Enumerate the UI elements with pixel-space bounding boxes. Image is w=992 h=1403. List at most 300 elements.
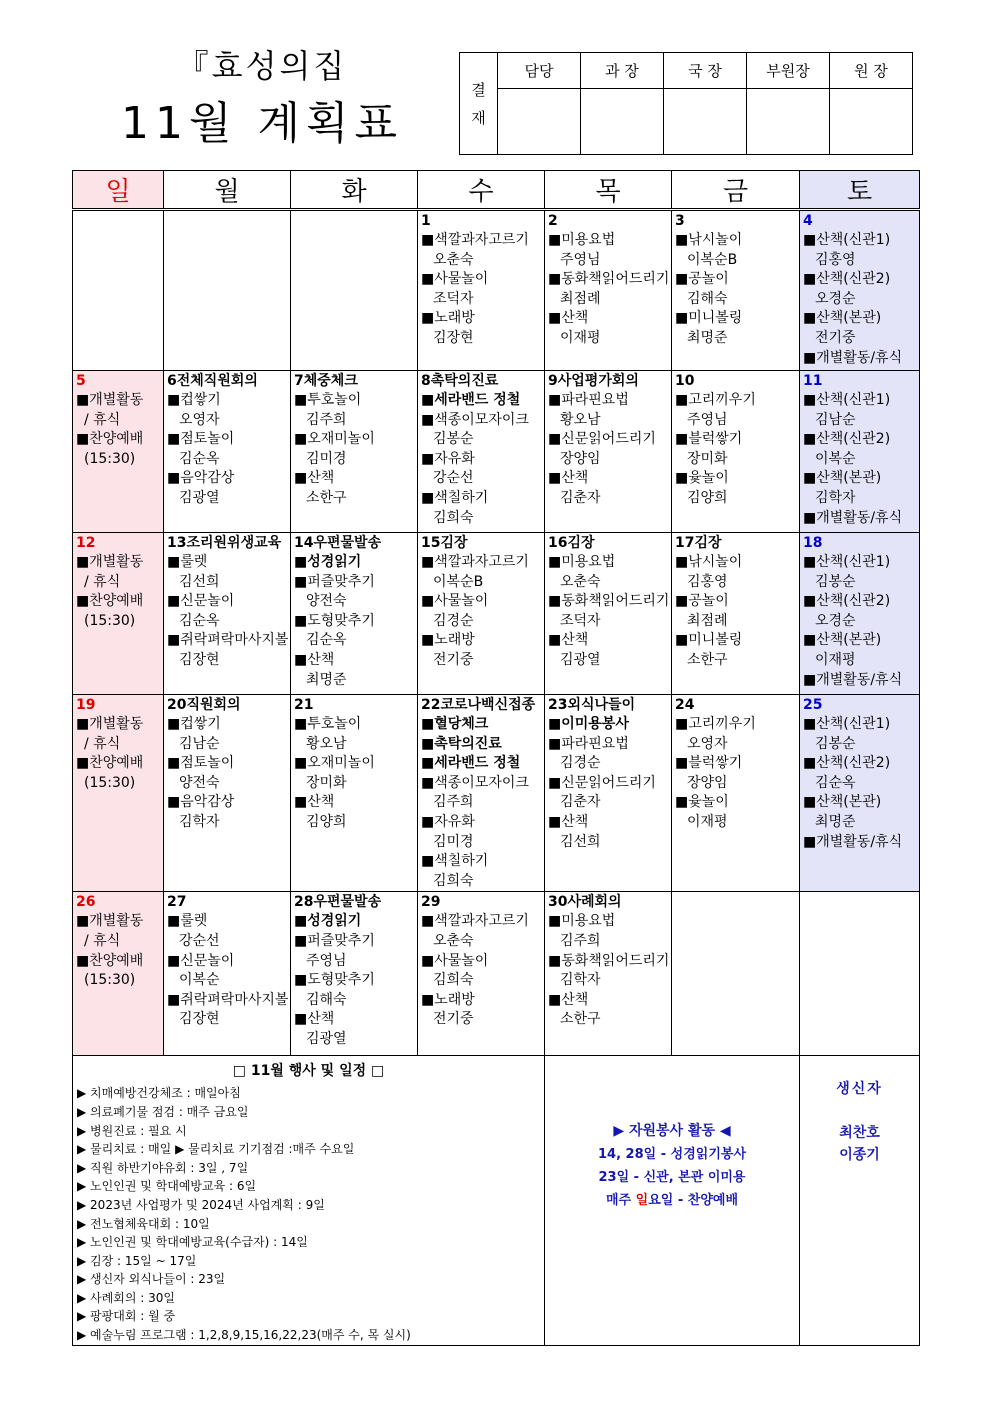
activity-item: ■색깔과자고르기 xyxy=(421,232,529,248)
calendar-day-cell-wed[interactable] xyxy=(418,533,545,695)
activity-staff: 김봉순 xyxy=(815,735,856,752)
day-number xyxy=(167,696,288,715)
day-number xyxy=(675,212,797,231)
day-number xyxy=(294,372,415,391)
event-list-item: ▶ 노인인권 및 학대예방교육(수급자) : 14일 xyxy=(77,1235,308,1250)
activity-staff: 황오남 xyxy=(306,735,347,752)
activity-staff: 오춘숙 xyxy=(433,251,474,268)
calendar-day-cell-tue[interactable] xyxy=(291,533,418,695)
activity-item: ■미니볼링 xyxy=(675,632,743,649)
volunteer-line-sunday: 일 xyxy=(635,1193,649,1209)
activity-staff: 김선희 xyxy=(179,573,220,590)
calendar-day-cell-fri[interactable] xyxy=(672,533,800,695)
day-event: 김장 xyxy=(694,535,722,551)
approval-sign-cell[interactable] xyxy=(498,89,581,155)
calendar-day-cell-sat[interactable] xyxy=(800,695,920,892)
calendar-day-cell-sun[interactable] xyxy=(73,533,164,695)
volunteer-cell xyxy=(545,1056,800,1346)
activity-staff: 김학자 xyxy=(815,489,856,506)
activity-staff: 김순옥 xyxy=(179,450,220,467)
activity-item: ■찬양예배 xyxy=(76,755,144,772)
activity-item: ■산책 xyxy=(294,794,335,811)
day-number-value: 24 xyxy=(675,697,695,713)
calendar-day-cell-wed[interactable] xyxy=(418,210,545,371)
calendar-day-cell-mon[interactable] xyxy=(164,533,291,695)
volunteer-line: 23일 - 신관, 본관 이미용 xyxy=(598,1170,746,1186)
activity-staff: (15:30) xyxy=(84,450,136,467)
activity-item: ■윷놀이 xyxy=(675,470,729,487)
day-number xyxy=(421,893,542,912)
day-number xyxy=(421,534,542,553)
approval-sign-cell[interactable] xyxy=(747,89,830,155)
activity-staff: 주영님 xyxy=(306,952,347,969)
calendar-day-cell-sat[interactable] xyxy=(800,892,920,1056)
activity-item: ■세라밴드 정철 xyxy=(421,392,521,408)
day-event: 체중체크 xyxy=(303,373,358,389)
day-number-value: 20 xyxy=(167,697,187,713)
approval-sign-cell[interactable] xyxy=(581,89,664,155)
activity-item: ■산책(신관1) xyxy=(803,232,891,248)
activity-staff: 김희숙 xyxy=(433,972,474,989)
calendar-day-cell-sun[interactable] xyxy=(73,892,164,1056)
calendar-day-cell-sun[interactable] xyxy=(73,210,164,371)
activity-staff: 김봉순 xyxy=(815,573,856,590)
calendar-week-row xyxy=(73,371,920,533)
day-event: 사업평가회의 xyxy=(557,373,639,389)
activity-item: ■도형맞추기 xyxy=(294,972,375,989)
day-number xyxy=(548,696,669,715)
activity-staff: 김해숙 xyxy=(306,991,347,1008)
day-event: 우편물발송 xyxy=(313,535,382,551)
calendar-day-cell-mon[interactable] xyxy=(164,892,291,1056)
weekday-header-mon: 월 xyxy=(164,171,291,210)
activity-item: ■개별활동 xyxy=(76,392,144,408)
activity-staff: 오춘숙 xyxy=(560,573,601,590)
activity-staff: 전기중 xyxy=(433,1011,474,1028)
activity-staff: 전기중 xyxy=(815,329,856,346)
day-number xyxy=(548,212,669,231)
activity-staff: 황오남 xyxy=(560,411,601,428)
calendar-day-cell-sat[interactable] xyxy=(800,533,920,695)
activity-item: ■산책(신관2) xyxy=(803,593,891,610)
weekday-header-thu: 목 xyxy=(545,171,672,210)
activity-staff: 김주희 xyxy=(433,794,474,811)
activity-item: ■색칠하기 xyxy=(421,489,489,506)
day-number xyxy=(76,696,161,715)
calendar-day-cell-mon[interactable] xyxy=(164,695,291,892)
activity-item: ■산책(신관1) xyxy=(803,392,891,408)
day-number xyxy=(421,212,542,231)
calendar-day-cell-wed[interactable] xyxy=(418,371,545,533)
calendar-day-cell-fri[interactable] xyxy=(672,210,800,371)
birthday-section xyxy=(800,1056,919,1166)
day-number xyxy=(76,893,161,912)
activity-staff: 김순옥 xyxy=(306,632,347,649)
calendar-day-cell-wed[interactable] xyxy=(418,892,545,1056)
activity-item: ■개별활동 xyxy=(76,554,144,570)
activity-staff: 소한구 xyxy=(687,651,728,668)
activity-item: ■고리끼우기 xyxy=(675,716,756,732)
activity-item: ■컵쌓기 xyxy=(167,716,221,732)
weekday-header-sat: 토 xyxy=(800,171,920,210)
day-number-value: 11 xyxy=(803,373,823,389)
calendar-day-cell-tue[interactable] xyxy=(291,210,418,371)
activity-item: ■산책 xyxy=(294,470,335,487)
day-event: 외식나들이 xyxy=(567,697,636,713)
day-number xyxy=(167,372,288,391)
activity-item: ■색깔과자고르기 xyxy=(421,554,529,570)
activity-item: ■도형맞추기 xyxy=(294,612,375,629)
activity-item: ■개별활동/휴식 xyxy=(803,671,903,688)
activity-item: ■이미용봉사 xyxy=(548,716,629,732)
day-number xyxy=(548,534,669,553)
calendar-day-cell-thu[interactable] xyxy=(545,695,672,892)
day-event: 전체직원회의 xyxy=(176,373,258,389)
activity-item: ■점토놀이 xyxy=(167,755,235,772)
day-number xyxy=(294,893,415,912)
calendar-day-cell-thu[interactable] xyxy=(545,892,672,1056)
day-number-value: 26 xyxy=(76,894,96,911)
activity-staff: 김홍영 xyxy=(815,251,856,268)
activity-staff: 김미경 xyxy=(306,450,347,467)
day-number-value: 28 xyxy=(294,894,314,911)
activity-item: ■동화책읽어드리기 xyxy=(548,271,670,288)
activity-item: ■촉탁의진료 xyxy=(421,735,502,752)
activity-item: ■산책(본관) xyxy=(803,310,882,327)
event-list-item: ▶ 사례회의 : 30일 xyxy=(77,1290,175,1305)
calendar-day-cell-sun[interactable] xyxy=(73,695,164,892)
calendar-day-cell-mon[interactable] xyxy=(164,210,291,371)
activity-item: ■개별활동 xyxy=(76,716,144,732)
activity-staff: 이재평 xyxy=(560,329,601,346)
day-number-value: 3 xyxy=(675,213,685,229)
activity-item: ■산책(본관) xyxy=(803,794,882,811)
activity-item: ■파라핀요법 xyxy=(548,735,629,752)
activity-staff: 김장현 xyxy=(433,329,474,346)
approval-role-staff: 담당 xyxy=(498,53,581,89)
day-number xyxy=(167,534,288,553)
day-number xyxy=(76,372,161,391)
weekday-header-fri: 금 xyxy=(672,171,800,210)
activity-item: ■자유화 xyxy=(421,450,475,467)
activity-item: ■성경읽기 xyxy=(294,554,362,570)
activity-staff: (15:30) xyxy=(84,774,136,791)
activity-item: ■신문읽어드리기 xyxy=(548,774,656,791)
activity-item: ■투호놀이 xyxy=(294,392,362,408)
activity-staff: 김희숙 xyxy=(433,509,474,526)
day-number xyxy=(548,893,669,912)
calendar-day-cell-wed[interactable] xyxy=(418,695,545,892)
day-number-value: 21 xyxy=(294,697,314,713)
day-number-value: 7 xyxy=(294,373,304,389)
activity-item: ■점토놀이 xyxy=(167,431,235,448)
activity-item: ■동화책읽어드리기 xyxy=(548,952,670,969)
activity-item: ■찬양예배 xyxy=(76,431,144,448)
monthly-calendar xyxy=(72,170,920,1346)
volunteer-line: 14, 28일 - 성경읽기봉사 xyxy=(598,1147,746,1163)
day-number-value: 8 xyxy=(421,373,431,389)
activity-item: ■산책 xyxy=(294,1011,335,1028)
day-number xyxy=(803,212,917,231)
activity-item: ■세라밴드 정철 xyxy=(421,755,521,772)
activity-item: ■낚시놀이 xyxy=(675,232,743,248)
day-number-value: 16 xyxy=(548,535,568,551)
day-number xyxy=(675,372,797,391)
activity-item: ■투호놀이 xyxy=(294,716,362,732)
activity-item: ■윷놀이 xyxy=(675,794,729,811)
activity-staff: 이복순 xyxy=(815,450,856,467)
day-number-value: 27 xyxy=(167,894,187,911)
day-number-value: 6 xyxy=(167,373,177,389)
activity-staff: 장미화 xyxy=(687,450,728,467)
calendar-day-cell-thu[interactable] xyxy=(545,371,672,533)
activity-staff: 소한구 xyxy=(306,489,347,506)
activity-staff: 김해숙 xyxy=(687,290,728,307)
day-number xyxy=(294,696,415,715)
volunteer-line-prefix: 매주 xyxy=(605,1193,636,1209)
activity-item: ■오재미놀이 xyxy=(294,755,375,772)
activity-item: ■개별활동/휴식 xyxy=(803,349,903,366)
activity-item: ■성경읽기 xyxy=(294,913,362,930)
activity-item: ■퍼즐맞추기 xyxy=(294,932,375,949)
volunteer-line xyxy=(545,1189,799,1212)
activity-staff: 주영님 xyxy=(560,251,601,268)
activity-item: ■산책(신관1) xyxy=(803,716,891,732)
event-list-item: ▶ 김장 : 15일 ~ 17일 xyxy=(77,1253,197,1268)
calendar-week-row xyxy=(73,533,920,695)
volunteer-title: ▶ 자원봉사 활동 ◀ xyxy=(613,1123,731,1140)
activity-staff: / 휴식 xyxy=(84,932,121,949)
day-number-value: 17 xyxy=(675,535,695,551)
calendar-day-cell-mon[interactable] xyxy=(164,371,291,533)
activity-item: ■산책 xyxy=(548,632,589,649)
day-number xyxy=(803,534,917,553)
activity-staff: 김주희 xyxy=(560,932,601,949)
activity-item: ■미용요법 xyxy=(548,913,616,930)
title-line-2: 11월 계획표 xyxy=(121,98,403,149)
activity-item: ■고리끼우기 xyxy=(675,392,756,408)
day-number-value: 5 xyxy=(76,373,86,389)
activity-staff: 강순선 xyxy=(433,470,474,487)
calendar-day-cell-sat[interactable] xyxy=(800,210,920,371)
activity-item: ■사물놀이 xyxy=(421,952,489,969)
day-number-value: 22 xyxy=(421,697,441,713)
activity-staff: 장양임 xyxy=(687,774,728,791)
calendar-day-cell-thu[interactable] xyxy=(545,210,672,371)
calendar-day-cell-tue[interactable] xyxy=(291,892,418,1056)
activity-staff: 장양임 xyxy=(560,450,601,467)
activity-staff: 김양희 xyxy=(687,489,728,506)
day-number-value: 2 xyxy=(548,213,558,229)
birthday-title: 생신자 xyxy=(836,1081,883,1098)
activity-staff: 김광열 xyxy=(179,489,220,506)
activity-staff: 오경순 xyxy=(815,612,856,629)
day-number-value: 4 xyxy=(803,213,813,229)
event-list-item: ▶ 전노협체육대회 : 10일 xyxy=(77,1216,210,1231)
event-list-item: ▶ 노인인권 및 학대예방교육 : 6일 xyxy=(77,1179,257,1194)
activity-staff: 김양희 xyxy=(306,813,347,830)
activity-staff: 최명준 xyxy=(306,671,347,688)
activity-staff: / 휴식 xyxy=(84,411,121,428)
activity-staff: 김주희 xyxy=(306,411,347,428)
event-list-item: ▶ 의료폐기물 점검 : 매주 금요일 xyxy=(77,1104,249,1119)
approval-role-director: 국 장 xyxy=(664,53,747,89)
activity-item: ■룰렛 xyxy=(167,554,208,570)
activity-item: ■미용요법 xyxy=(548,232,616,248)
activity-item: ■낚시놀이 xyxy=(675,554,743,570)
activity-staff: 이복순B xyxy=(687,251,738,268)
activity-staff: (15:30) xyxy=(84,972,136,989)
day-number xyxy=(675,534,797,553)
weekday-header-tue: 화 xyxy=(291,171,418,210)
day-number-value: 25 xyxy=(803,697,823,713)
day-number-value: 30 xyxy=(548,894,568,911)
approval-role-section-chief: 과 장 xyxy=(581,53,664,89)
calendar-day-cell-tue[interactable] xyxy=(291,371,418,533)
event-list-item: ▶ 팡팡대회 : 월 중 xyxy=(77,1309,176,1324)
activity-staff: 김남순 xyxy=(179,735,220,752)
document-title xyxy=(82,40,442,156)
day-event: 코로나백신접종 xyxy=(440,697,536,713)
activity-staff: (15:30) xyxy=(84,612,136,629)
activity-staff: 김춘자 xyxy=(560,489,601,506)
event-list-item: ▶ 병원진료 : 필요 시 xyxy=(77,1123,187,1138)
activity-staff: 김장현 xyxy=(179,651,220,668)
activity-staff: 최명준 xyxy=(815,813,856,830)
activity-item: ■색종이모자이크 xyxy=(421,774,529,791)
activity-staff: 김순옥 xyxy=(179,612,220,629)
activity-staff: / 휴식 xyxy=(84,735,121,752)
day-event: 김장 xyxy=(440,535,468,551)
activity-staff: 양전숙 xyxy=(179,774,220,791)
volunteer-section xyxy=(545,1056,799,1212)
activity-item: ■개별활동/휴식 xyxy=(803,833,903,850)
activity-item: ■쥐락펴락마사지볼 xyxy=(167,632,289,649)
activity-item: ■오재미놀이 xyxy=(294,431,375,448)
approval-sign-cell[interactable] xyxy=(664,89,747,155)
activity-item: ■찬양예배 xyxy=(76,952,144,969)
activity-item: ■동화책읽어드리기 xyxy=(548,593,670,610)
activity-item: ■산책(본관) xyxy=(803,470,882,487)
activity-staff: 김경순 xyxy=(433,612,474,629)
activity-staff: 오경순 xyxy=(815,290,856,307)
activity-staff: / 휴식 xyxy=(84,573,121,590)
event-list-item: ▶ 치매예방건강체조 : 매일아침 xyxy=(77,1086,241,1101)
title-line-1: 『효성의집 xyxy=(176,47,348,85)
activity-item: ■파라핀요법 xyxy=(548,392,629,408)
activity-item: ■색칠하기 xyxy=(421,853,489,870)
event-list-item: ▶ 2023년 사업평가 및 2024년 사업계획 : 9일 xyxy=(77,1197,325,1212)
day-number-value: 15 xyxy=(421,535,441,551)
day-number xyxy=(803,372,917,391)
activity-staff: 김학자 xyxy=(560,972,601,989)
activity-staff: 김학자 xyxy=(179,813,220,830)
calendar-day-cell-sun[interactable] xyxy=(73,371,164,533)
activity-item: ■혈당체크 xyxy=(421,716,489,732)
activity-item: ■산책(신관1) xyxy=(803,554,891,570)
day-number-value: 13 xyxy=(167,535,187,551)
activity-item: ■음악감상 xyxy=(167,794,235,811)
activity-staff: 김광열 xyxy=(306,1030,347,1047)
event-list-item: ▶ 물리치료 : 매일 ▶ 물리치료 기기점검 :매주 수요일 xyxy=(77,1142,355,1157)
day-number-value: 10 xyxy=(675,373,695,389)
event-list-item: ▶ 직원 하반기야유회 : 3일 , 7일 xyxy=(77,1160,249,1175)
day-number-value: 14 xyxy=(294,535,314,551)
day-event: 우편물발송 xyxy=(313,894,382,911)
calendar-day-cell-fri[interactable] xyxy=(672,695,800,892)
calendar-day-cell-tue[interactable] xyxy=(291,695,418,892)
activity-staff: 오영자 xyxy=(687,735,728,752)
activity-item: ■블럭쌓기 xyxy=(675,755,743,772)
approval-sign-cell[interactable] xyxy=(830,89,913,155)
calendar-day-cell-sat[interactable] xyxy=(800,371,920,533)
activity-item: ■자유화 xyxy=(421,813,475,830)
calendar-day-cell-fri[interactable] xyxy=(672,892,800,1056)
day-number xyxy=(421,696,542,715)
activity-staff: 장미화 xyxy=(306,774,347,791)
activity-item: ■퍼즐맞추기 xyxy=(294,573,375,590)
day-number xyxy=(675,696,797,715)
approval-role-head: 원 장 xyxy=(830,53,913,89)
activity-item: ■룰렛 xyxy=(167,913,208,930)
activity-item: ■사물놀이 xyxy=(421,593,489,610)
day-event: 직원회의 xyxy=(186,697,241,713)
activity-item: ■쥐락펴락마사지볼 xyxy=(167,991,289,1008)
day-event: 사례회의 xyxy=(567,894,622,911)
activity-staff: 김희숙 xyxy=(433,872,474,889)
activity-staff: 강순선 xyxy=(179,932,220,949)
activity-staff: 이재평 xyxy=(815,651,856,668)
calendar-week-row xyxy=(73,210,920,371)
activity-item: ■산책 xyxy=(294,651,335,668)
day-event: 촉탁의진료 xyxy=(430,373,499,389)
activity-item: ■산책 xyxy=(548,813,589,830)
activity-staff: 조덕자 xyxy=(560,612,601,629)
activity-item: ■찬양예배 xyxy=(76,593,144,610)
activity-staff: 김선희 xyxy=(560,833,601,850)
activity-item: ■공놀이 xyxy=(675,271,729,288)
day-number-value: 12 xyxy=(76,535,96,551)
activity-item: ■미용요법 xyxy=(548,554,616,570)
activity-item: ■산책 xyxy=(548,991,589,1008)
activity-staff: 조덕자 xyxy=(433,290,474,307)
approval-label-1: 결 xyxy=(471,80,486,99)
activity-item: ■신문놀이 xyxy=(167,593,235,610)
calendar-day-cell-thu[interactable] xyxy=(545,533,672,695)
activity-item: ■산책(신관2) xyxy=(803,755,891,772)
activity-item: ■신문읽어드리기 xyxy=(548,431,656,448)
activity-staff: 김순옥 xyxy=(815,774,856,791)
day-number xyxy=(421,372,542,391)
activity-staff: 최명준 xyxy=(687,329,728,346)
birthday-name: 최찬호 xyxy=(839,1125,880,1142)
activity-item: ■산책(신관2) xyxy=(803,431,891,448)
activity-item: ■신문놀이 xyxy=(167,952,235,969)
day-number-value: 1 xyxy=(421,213,431,229)
calendar-day-cell-fri[interactable] xyxy=(672,371,800,533)
day-number xyxy=(294,534,415,553)
activity-item: ■공놀이 xyxy=(675,593,729,610)
activity-staff: 소한구 xyxy=(560,1011,601,1028)
activity-item: ■컵쌓기 xyxy=(167,392,221,408)
monthly-events-cell xyxy=(73,1056,545,1346)
activity-item: ■색종이모자이크 xyxy=(421,411,529,428)
activity-staff: 김장현 xyxy=(179,1011,220,1028)
activity-staff: 김봉순 xyxy=(433,431,474,448)
day-event: 조리원위생교육 xyxy=(186,535,282,551)
calendar-week-row xyxy=(73,695,920,892)
activity-staff: 김춘자 xyxy=(560,794,601,811)
